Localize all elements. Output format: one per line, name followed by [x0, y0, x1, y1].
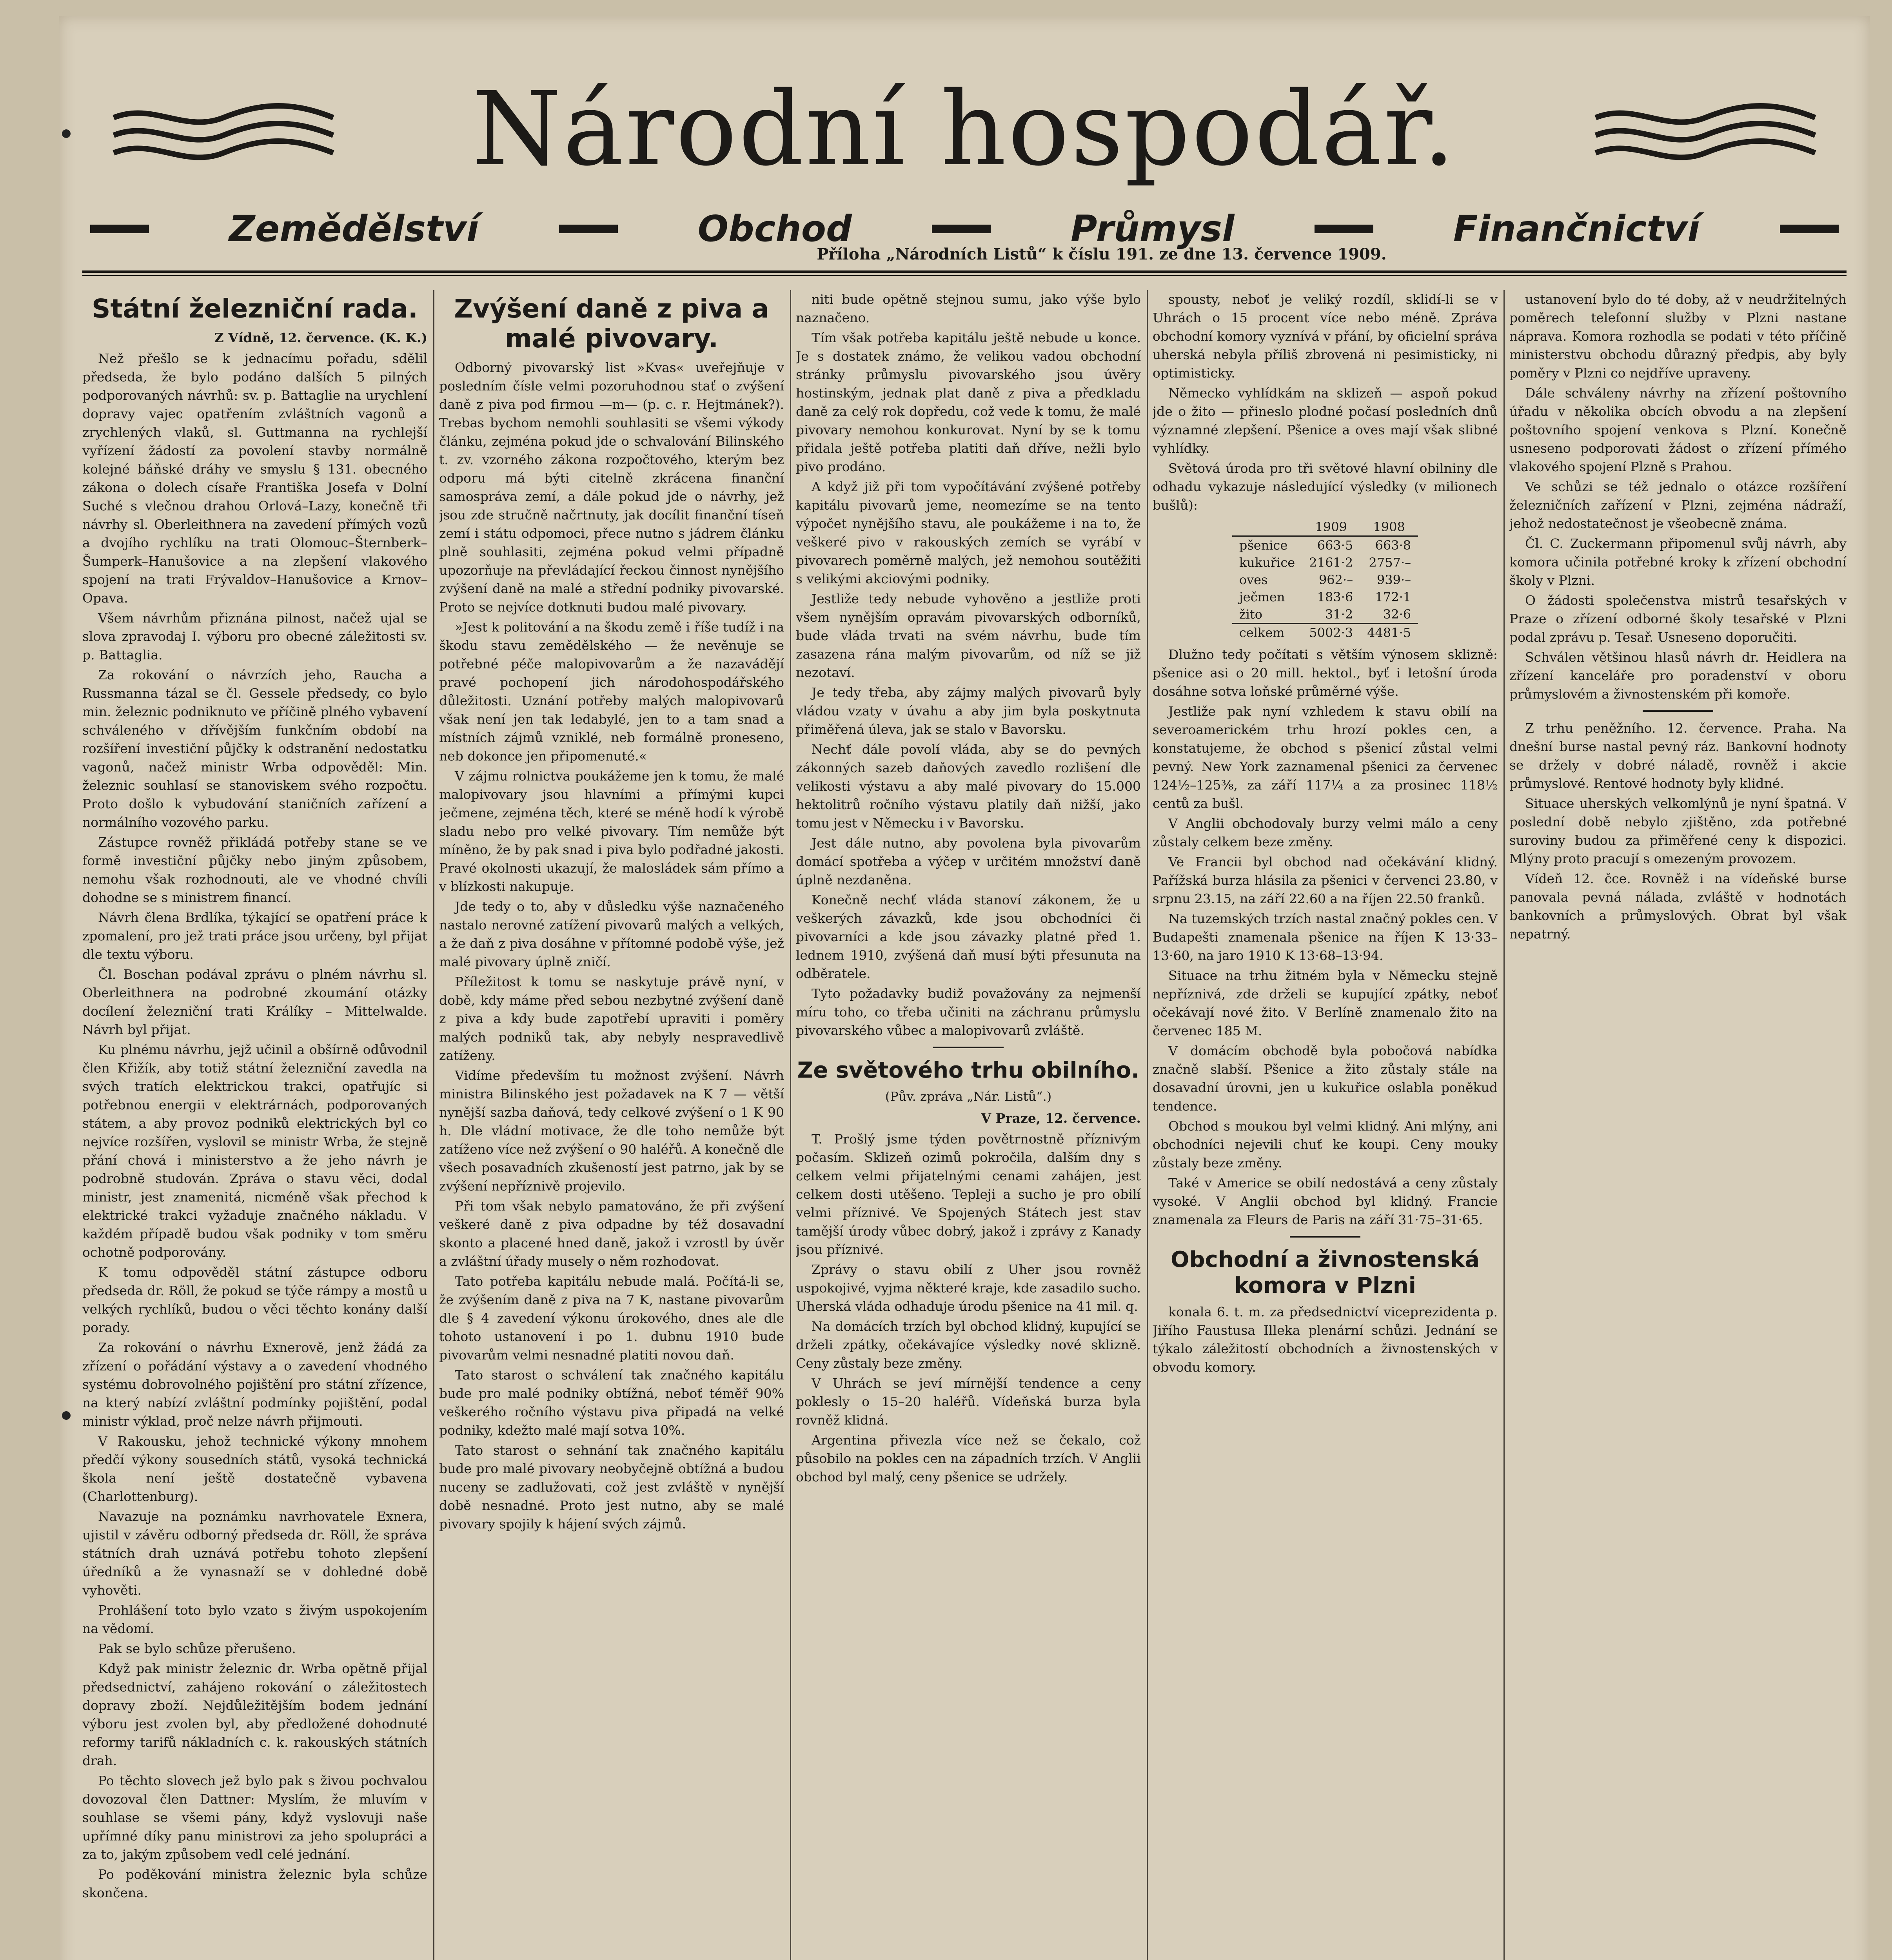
table-cell: 962·–: [1318, 572, 1353, 587]
table-cell: 2161·2: [1309, 555, 1353, 570]
article-paragraph: Německo vyhlídkám na sklizeň — aspoň pokud jde o žito — přineslo plodné počasí posledních dnů významné zlepšení. Pšenice a oves mají však slibné vyhlídky.: [1153, 385, 1498, 456]
article-paragraph: Na domácích trzích byl obchod klidný, kupující se drželi zpátky, očekávajíce výsledky nové sklizně. Ceny zůstaly beze změny.: [796, 1319, 1141, 1371]
article-paragraph: Tato starost o schválení tak značného kapitálu bude pro malé podniky obtížná, neboť téměř 90% veškerého ročního výstavu piva připadá na velké podniky, kdežto malé mají sotva 10%.: [439, 1367, 784, 1438]
article-paragraph: Zprávy o stavu obilí z Uher jsou rovněž uspokojivé, vyjma některé kraje, kde zasadilo sucho. Uherská vláda odhaduje úrodu pšenice na 41 mil. q.: [796, 1262, 1141, 1314]
article-paragraph: V domácím obchodě byla pobočová nabídka značně slabší. Pšenice a žito zůstaly stále na dosavadní úrovni, jen u kukuřice oslabla poněkud tendence.: [1153, 1043, 1498, 1114]
article-paragraph: Za rokování o návrhu Exnerově, jenž žádá za zřízení o pořádání výstavy a o zavedení vhodného systému dobrovolného pojištění pro státní zřízence, na který nabízí zvláštní podmínky pojištění, podal ministr výklad, proč nelze návrh přijmouti.: [82, 1340, 427, 1429]
article-paragraph: Ve schůzi se též jednalo o otázce rozšíření železničních zařízení v Plzni, zejména nádraží, jehož nedostatečnost je všeobecně známa.: [1509, 479, 1847, 531]
article-paragraph: Tato starost o sehnání tak značného kapitálu bude pro malé pivovary neobyčejně obtížná a budou nuceny se zadlužovati, což jest zvláště v nynější době nesnadné. Proto jest nutno, aby se malé pivovary spojily k hájení svých zájmů.: [439, 1443, 784, 1532]
masthead-rule-thin: [82, 275, 1847, 276]
table-row: [1232, 571, 1418, 588]
section-trade: Obchod: [697, 208, 852, 250]
column-separator: [790, 290, 791, 1960]
article-paragraph: Když pak ministr železnic dr. Wrba opětně přijal předsednictví, zahájeno rokování o záležitostech dopravy zboží. Nejdůležitějším bodem jednání výboru jest zvolen byl, aby předložené dohodnuté reformy tarifů nákladních c. k. rakouských státních drah.: [82, 1661, 427, 1768]
article-paragraph: Na tuzemských trzích nastal značný pokles cen. V Budapešti znamenala pšenice na říjen K 13·33–13·60, na jaro 1910 K 13·68–13·94.: [1153, 911, 1498, 963]
table-row: [1232, 606, 1418, 624]
article-paragraph: Tato potřeba kapitálu nebude malá. Počítá-li se, že zvýšením daně z piva na 7 K, nastane pivovarům dle § 4 zavedení výkonu úrokového, dnes ale dle tohoto ustanovení i po 1. dubnu 1910 bude pivovarům velmi nesnadné platiti novou daň.: [439, 1274, 784, 1363]
table-total-row: [1232, 624, 1418, 642]
table-cell: oves: [1239, 572, 1268, 587]
newspaper-title: Národní hospodář.: [472, 70, 1457, 189]
article-title: Zvýšení daně z piva a malé pivovary.: [454, 294, 769, 354]
table-header-cell: 1908: [1360, 518, 1418, 536]
article-paragraph: Čl. Boschan podával zprávu o plném návrhu sl. Oberleithnera na podrobné zkoumání otázky docílení železniční trati Králíky – Mittelwalde. Návrh byl přijat.: [82, 967, 427, 1037]
section-industry: Průmysl: [1071, 208, 1235, 250]
table-cell: celkem: [1232, 624, 1302, 642]
article-paragraph: Příležitost k tomu se naskytuje právě nyní, v době, kdy máme před sebou nezbytné zvýšení daně z piva a kdy bude zapotřebí upraviti i poměry malých podniků tak, aby nebyly nespravedlivě zatíženy.: [439, 974, 784, 1063]
table-cell: 172·1: [1375, 590, 1411, 604]
article-paragraph: Prohlášení toto bylo vzato s živým uspokojením na vědomí.: [82, 1602, 427, 1636]
article-divider: [933, 1047, 1004, 1048]
table-row: [1232, 554, 1418, 571]
article-paragraph: A když již při tom vypočítávání zvýšené potřeby kapitálu pivovarů jeme, neomezíme se na tento výpočet nynějšího stavu, ale poukážeme i na to, že veškeré pivo v rakouských zemích se vyrábí v pivovarech poměrně malých, jež nemohou soutěžiti s velikými akciovými podniky.: [796, 479, 1141, 586]
article-paragraph: Z trhu peněžního. 12. července. Praha. Na dnešní burse nastal pevný ráz. Bankovní hodnoty se držely v dobré náladě, rovněž i akcie průmyslové. Rentové hodnoty byly klidné.: [1509, 720, 1847, 791]
article-paragraph: Vídeň 12. čce. Rovněž i na vídeňské burse panovala pevná nálada, zvláště v hodnotách bankovních a průmyslových. Obrat byl však nepatrný.: [1509, 871, 1847, 942]
section-agriculture: Zemědělství: [229, 208, 479, 250]
table-cell: 31·2: [1325, 607, 1353, 622]
column-separator: [433, 290, 434, 1960]
table-row: [1232, 536, 1418, 554]
article-paragraph: spousty, neboť je veliký rozdíl, sklidí-li se v Uhrách o 15 procent více nebo méně. Zpráva obchodní komory vyznívá v přání, by oficielní správa uherská nebyla příliš zbrovená ni pesimisticky, ni optimisticky.: [1153, 292, 1498, 381]
masthead: [59, 16, 1870, 263]
article-paragraph: V Rakousku, jehož technické výkony mnohem předčí výkony sousedních států, vysoká technická škola není ještě dostatečně vybavena (Charlottenburg).: [82, 1434, 427, 1504]
article-paragraph: Také v Americe se obilí nedostává a ceny zůstaly vysoké. V Anglii obchod byl klidný. Francie znamenala za Fleurs de Paris na září 31·75–31·65.: [1153, 1175, 1498, 1227]
article-paragraph: O žádosti společenstva mistrů tesařských v Praze o zřízení odborné školy tesařské v Plzni podal zprávu p. Tesař. Usneseno doporučiti.: [1509, 593, 1847, 645]
article-paragraph: ustanovení bylo do té doby, až v neudržitelných poměrech telefonní služby v Plzni nastane náprava. Komora rozhodla se podati v této příčině ministerstvu obchodu důrazný předpis, aby byly poměry v Plzni co nejdříve upraveny.: [1509, 292, 1847, 381]
article-paragraph: Nechť dále povolí vláda, aby se do pevných zákonných sazeb daňových zavedlo rozlišení dle velikosti výstavu a aby malé pivovary do 15.000 hektolitrů ročního výstavu platily daň nižší, jako tomu jest v Německu i v Bavorsku.: [796, 742, 1141, 831]
article-paragraph: V zájmu rolnictva poukážeme jen k tomu, že malé malopivovary jsou hlavními a přímými kupci ječmene, zejména těch, které se méně hodí k výrobě sladu nebo pro velké pivovary. Tím nemůže být míněno, že by pak snad i piva bylo podřadné jakosti. Pravé okolnosti ukazují, že malosládek sám přímo a v blízkosti nakupuje.: [439, 768, 784, 894]
subtitle-dash: [559, 225, 618, 233]
article-paragraph: Konečně nechť vláda stanoví zákonem, že u veškerých závazků, kde jsou obchodníci či pivovarníci a kde jsou závazky platné před 1. lednem 1910, zvýšená daň musí býti přesunuta na odběratele.: [796, 892, 1141, 981]
article-paragraph: Čl. C. Zuckermann připomenul svůj návrh, aby komora učinila potřebné kroky k zřízení obchodní školy v Plzni.: [1509, 536, 1847, 588]
article-paragraph: Při tom však nebylo pamatováno, že při zvýšení veškeré daně z piva odpadne by též dosavadní skonto a placené hned daně, jakož i vzrostl by úvěr a zvláštní úřady musely o něm rozhodovat.: [439, 1198, 784, 1269]
table-cell: pšenice: [1239, 538, 1288, 553]
table-header-cell: [1232, 518, 1302, 536]
supplement-line: Příloha „Národních Listů“ k číslu 191. ze dne 13. července 1909.: [817, 245, 1387, 263]
article-paragraph: V Anglii obchodovaly burzy velmi málo a ceny zůstaly celkem beze změny.: [1153, 816, 1498, 849]
binding-hole: [62, 1411, 71, 1420]
table-cell: kukuřice: [1239, 555, 1295, 570]
table-cell: 2757·–: [1369, 555, 1411, 570]
table-cell: 183·6: [1317, 590, 1353, 604]
article-dateline: Z Vídně, 12. července. (K. K.): [214, 330, 427, 345]
column-5: [1509, 290, 1847, 1960]
subtitle-dash: [1315, 225, 1373, 233]
article-paragraph: Světová úroda pro tři světové hlavní obilniny dle odhadu vykazuje následující výsledky (v milionech bušlů):: [1153, 461, 1498, 513]
table-header-row: [1232, 518, 1418, 536]
article-title: Ze světového trhu obilního.: [797, 1058, 1140, 1083]
article-paragraph: Navazuje na poznámku navrhovatele Exnera, ujistil v závěru odborný předseda dr. Röll, že správa státních drah uznává potřebu tohoto zlepšení úředníků a že vynasnaží se v dohledné době vyhověti.: [82, 1509, 427, 1598]
article-paragraph: Všem návrhům přiznána pilnost, načež ujal se slova zpravodaj I. výboru pro obecné záležitosti sv. p. Battaglia.: [82, 610, 427, 662]
article-paragraph: Návrh člena Brdlíka, týkající se opatření práce k zpomalení, pro jež trati práce jsou určeny, byl přijat dle textu výboru.: [82, 910, 427, 962]
table-cell: 4481·5: [1360, 624, 1418, 642]
subtitle-dash: [1780, 225, 1839, 233]
article-paragraph: »Jest k politování a na škodu země i říše tudíž i na škodu stavu zemědělského — že nevěnuje se potřebné péče malopivovarům a že nazavádějí pravé pochopení jich národohospodářského důležitosti. Uznání potřeby malých malopivovarů však není jen tak ledabylé, jen to a tam snad a místních zájmů vzniklé, neb formálně proneseno, neb dokonce jen připomenuté.«: [439, 619, 784, 764]
newspaper-page: [59, 16, 1870, 1960]
article-paragraph: Zástupce rovněž přikládá potřeby stane se ve formě investiční půjčky nebo jiným způsobem, nemohu však rozhodnouti, ale ve vhodné chvíli dohodne se s ministrem financí.: [82, 835, 427, 905]
article-paragraph: K tomu odpověděl státní zástupce odboru předseda dr. Röll, že pokud se týče rámpy a mostů u velkých rychlíků, budou o věci těchto konány další porady.: [82, 1265, 427, 1335]
article-title: Státní železniční rada.: [92, 294, 418, 324]
subtitle-dash: [90, 225, 149, 233]
article-title: Obchodní a živnostenská komora v Plzni: [1170, 1247, 1480, 1298]
section-subtitle: [59, 208, 1870, 250]
table-cell: 5002·3: [1302, 624, 1360, 642]
column-3: [796, 290, 1141, 1960]
article-paragraph: V Uhrách se jeví mírnější tendence a ceny poklesly o 15–20 haléřů. Vídeňská burza byla rovněž klidná.: [796, 1376, 1141, 1428]
article-paragraph: Situace na trhu žitném byla v Německu stejně nepříznivá, zde drželi se kupující zpátky, neboť očekávají nové žito. V Berlíně znamenalo žito na červenec 185 M.: [1153, 968, 1498, 1038]
table-cell: 663·8: [1375, 538, 1411, 553]
article-paragraph: T. Prošlý jsme týden povětrnostně příznivým počasím. Sklizeň ozimů pokročila, dalším dny s celkem velmi přijatelnými cenami zahájen, jest celkem dosti utěšeno. Tepleji a sucho je pro obilí velmi příznivé. Ve Spojených Státech jest stav tamější úrody vůbec dobrý, jakož i zprávy z Kanady jsou příznivé.: [796, 1131, 1141, 1257]
article-paragraph: Než přešlo se k jednacímu pořadu, sdělil předseda, že bylo podáno dalších 5 pilných podporovaných návrhů: sv. p. Battaglie na urychlení dopravy vajec opatřením zvláštních vagonů a zrychlených vlaků, sl. Guttmanna na rychlejší vyřízení žádostí za povolení stavby normálně kolejné báňské dráhy ve smyslu § 131. obecného zákona o dolech císaře Františka Josefa v Dolní Suché s vlečnou drahou Orlová–Lazy, konečně tři návrhy sl. Oberleithnera na zavedení přímých vozů a dvojího rychlíku na trati Olomouc–Šternberk–Šumperk–Hanušovice a na zlepšení vlakového spojení na trati Frývaldov–Hanušovice a Krnov–Opava.: [82, 351, 427, 606]
article-paragraph: Jestliže pak nyní vzhledem k stavu obilí na severoamerickém trhu hrozí pokles cen, a konstatujeme, že obchod s pšenicí zůstal velmi pevný. New York zaznamenal pšenici za červenec 124½–125⅜, za září 117¼ a za prosinec 118½ centů za bušl.: [1153, 704, 1498, 811]
article-paragraph: Jestliže tedy nebude vyhověno a jestliže proti všem nynějším opravám pivovarských odborníků, bude vláda trvati na svém návrhu, bude tím zasazena rána malým pivovarům, od níž se již nezotaví.: [796, 591, 1141, 680]
article-paragraph: Schválen většinou hlasů návrh dr. Heidlera na zřízení kanceláře pro poradenství v oboru průmyslovém a živnostenském při komoře.: [1509, 650, 1847, 702]
article-paragraph: Situace uherských velkomlýnů je nyní špatná. V poslední době nebylo zjištěno, zda potřebné suroviny budou za přiměřené ceny k dispozici. Mlýny proto pracují s omezeným provozem.: [1509, 796, 1847, 866]
ornament-right-icon: [1588, 102, 1823, 169]
article-divider: [1290, 1236, 1360, 1238]
article-dateline: V Praze, 12. července.: [981, 1111, 1141, 1126]
article-columns: [82, 290, 1847, 1960]
column-4: [1153, 290, 1498, 1960]
article-paragraph: konala 6. t. m. za předsednictví viceprezidenta p. Jiřího Faustusa Illeka plenární schůzi. Jednání se týkalo záležitostí obchodních a živnostenských v obvodu komory.: [1153, 1304, 1498, 1375]
table-cell: žito: [1239, 607, 1263, 622]
article-paragraph: Je tedy třeba, aby zájmy malých pivovarů byly vládou vzaty v úvahu a aby jim byla poskytnuta přiměřená úleva, jak se stalo v Bavorsku.: [796, 685, 1141, 737]
article-paragraph: Dlužno tedy počítati s větším výnosem sklizně: pšenice asi o 20 mill. hektol., byť i letošní úroda dosáhne sotva loňské průměrné výše.: [1153, 647, 1498, 699]
article-divider: [1643, 710, 1713, 712]
article-paragraph: Jde tedy o to, aby v důsledku výše naznačeného nastalo nerovné zatížení pivovarů malých a velkých, a že daň z piva dosáhne v přítomné podobě výše, jež malé pivovary úplně zničí.: [439, 899, 784, 969]
article-paragraph: Pak se bylo schůze přerušeno.: [98, 1641, 296, 1656]
article-paragraph: niti bude opětně stejnou sumu, jako výše bylo naznačeno.: [796, 292, 1141, 325]
column-separator: [1147, 290, 1148, 1960]
article-paragraph: Ku plnému návrhu, jejž učinil a obšírně odůvodnil člen Křižík, aby totiž státní železniční zavedla na svých tratích elektrickou trakci, opatřujíc si potřebnou energii v elektrárnách, podporovaných státem, a aby provoz podniků elektrických byl co nejvíce rozšířen, vyslovil se ministr Wrba, že stejně přání chová i ministerstvo a že jeho návrh je podrobně studován. Zpráva o stavu věci, dodal ministr, jest znamenitá, nicméně však přechod k elektrické trakci vyžaduje značného nákladu. V každém případě budou však podniky v tom směru ochotně podporovány.: [82, 1042, 427, 1260]
column-1: [82, 290, 427, 1960]
article-paragraph: Tyto požadavky budiž považovány za nejmenší míru toho, co třeba učiniti na záchranu průmyslu pivovarského vůbec a malopivovarů zvláště.: [796, 986, 1141, 1038]
section-finance: Finančnictví: [1453, 208, 1700, 250]
article-paragraph: Po těchto slovech jež bylo pak s živou pochvalou dovozoval člen Dattner: Myslím, že mluvím v souhlase se všemi pány, když vyslovuji naše upřímné díky panu ministrovi za jeho spolupráci a za to, jakým způsobem vedl celé jednání.: [82, 1773, 427, 1862]
table-cell: 939·–: [1376, 572, 1411, 587]
column-2: [439, 290, 784, 1960]
article-paragraph: Po poděkování ministra železnic byla schůze skončena.: [82, 1867, 427, 1900]
grain-harvest-table: [1232, 518, 1418, 641]
masthead-rule: [82, 270, 1847, 273]
article-paragraph: Jest dále nutno, aby povolena byla pivovarům domácí spotřeba a výčep v určitém množství daně úplně nezdaněna.: [796, 835, 1141, 887]
table-cell: 663·5: [1317, 538, 1353, 553]
table-header-cell: 1909: [1302, 518, 1360, 536]
article-paragraph: Argentina přivezla více než se čekalo, což působilo na pokles cen na západních trzích. V Anglii obchod byl malý, ceny pšenice se udržely.: [796, 1432, 1141, 1485]
table-cell: ječmen: [1239, 590, 1285, 604]
column-separator: [1503, 290, 1505, 1960]
article-paragraph: Odborný pivovarský list »Kvas« uveřejňuje v posledním čísle velmi pozoruhodnou stať o zvýšení daně z piva pod firmou —m— (p. c. r. Hejtmánek?). Trebas bychom nemohli souhlasiti se všemi výkody článku, zejména pokud jde o schvalování Bilinského t. zv. vzorného zákona rozpočtového, kterým bez odporu má býti citelně zkrácena finanční samospráva zemí, a dále pokud jde o návrhy, jež jsou zde stručně načrtnuty, jak docílit finanční tíseň zemí i státu odpomoci, přece nutno s jádrem článku plně souhlasiti, zejména pokud velmi případně upozorňuje na převládající řeckou činnost nynějšího zvýšení daně na malé a střední podniky pivovarské. Proto se nejvíce dotknuti budou malé pivovary.: [439, 360, 784, 615]
article-paragraph: Tím však potřeba kapitálu ještě nebude u konce. Je s dostatek známo, že velikou vadou obchodní stránky průmyslu pivovarského jsou úvěry hostinským, jednak plat daně z piva a předkladu daně za celý rok dopředu, což vede k tomu, že malé pivovary nemohou konkurovat. Nyní by se k tomu přidala ještě potřeba platiti daň dříve, nežli bylo pivo prodáno.: [796, 330, 1141, 474]
article-paragraph: Za rokování o návrzích jeho, Raucha a Russmanna tázal se čl. Gessele předsedy, co bylo min. železnic podniknuto ve příčině plného vybavení schváleného v dřívějším funkčním období na rozšíření investiční půjčky k odstranění nedostatku vagonů, načež ministr Wrba odpověděl: Min. železnic souhlasí se stanoviskem svého rozpočtu. Proto došlo k vybudování staničních zařízení a normálního vozového parku.: [82, 667, 427, 830]
article-paragraph: Ve Francii byl obchod nad očekávání klidný. Pařížská burza hlásila za pšenici v červenci 23.80, v srpnu 23.15, na září 22.60 a na říjen 22.50 franků.: [1153, 854, 1498, 906]
subtitle-dash: [932, 225, 991, 233]
article-paragraph: Dále schváleny návrhy na zřízení poštovního úřadu v několika obcích obvodu a na zlepšení poštovního spojení venkova s Plzní. Konečně usneseno podporovati žádost o zřízení přímého vlakového spojení Plzně s Prahou.: [1509, 385, 1847, 474]
table-row: [1232, 588, 1418, 606]
article-source: (Pův. zpráva „Nár. Listů“.): [885, 1089, 1052, 1104]
article-paragraph: Obchod s moukou byl velmi klidný. Ani mlýny, ani obchodníci nejevili chuť ke koupi. Ceny mouky zůstaly beze změny.: [1153, 1118, 1498, 1171]
table-cell: 32·6: [1383, 607, 1411, 622]
article-paragraph: Vidíme především tu možnost zvýšení. Návrh ministra Bilinského jest požadavek na K 7 — větší nynější sazba daňová, tedy celkové zvýšení o 1 K 90 h. Dle vládní motivace, že dle toho nemůže být zatíženo více než zvýšení o 90 haléřů. A konečně dle všech posavadních zkušeností jest patrno, jak by se zvýšení nepříznivě projevilo.: [439, 1068, 784, 1194]
